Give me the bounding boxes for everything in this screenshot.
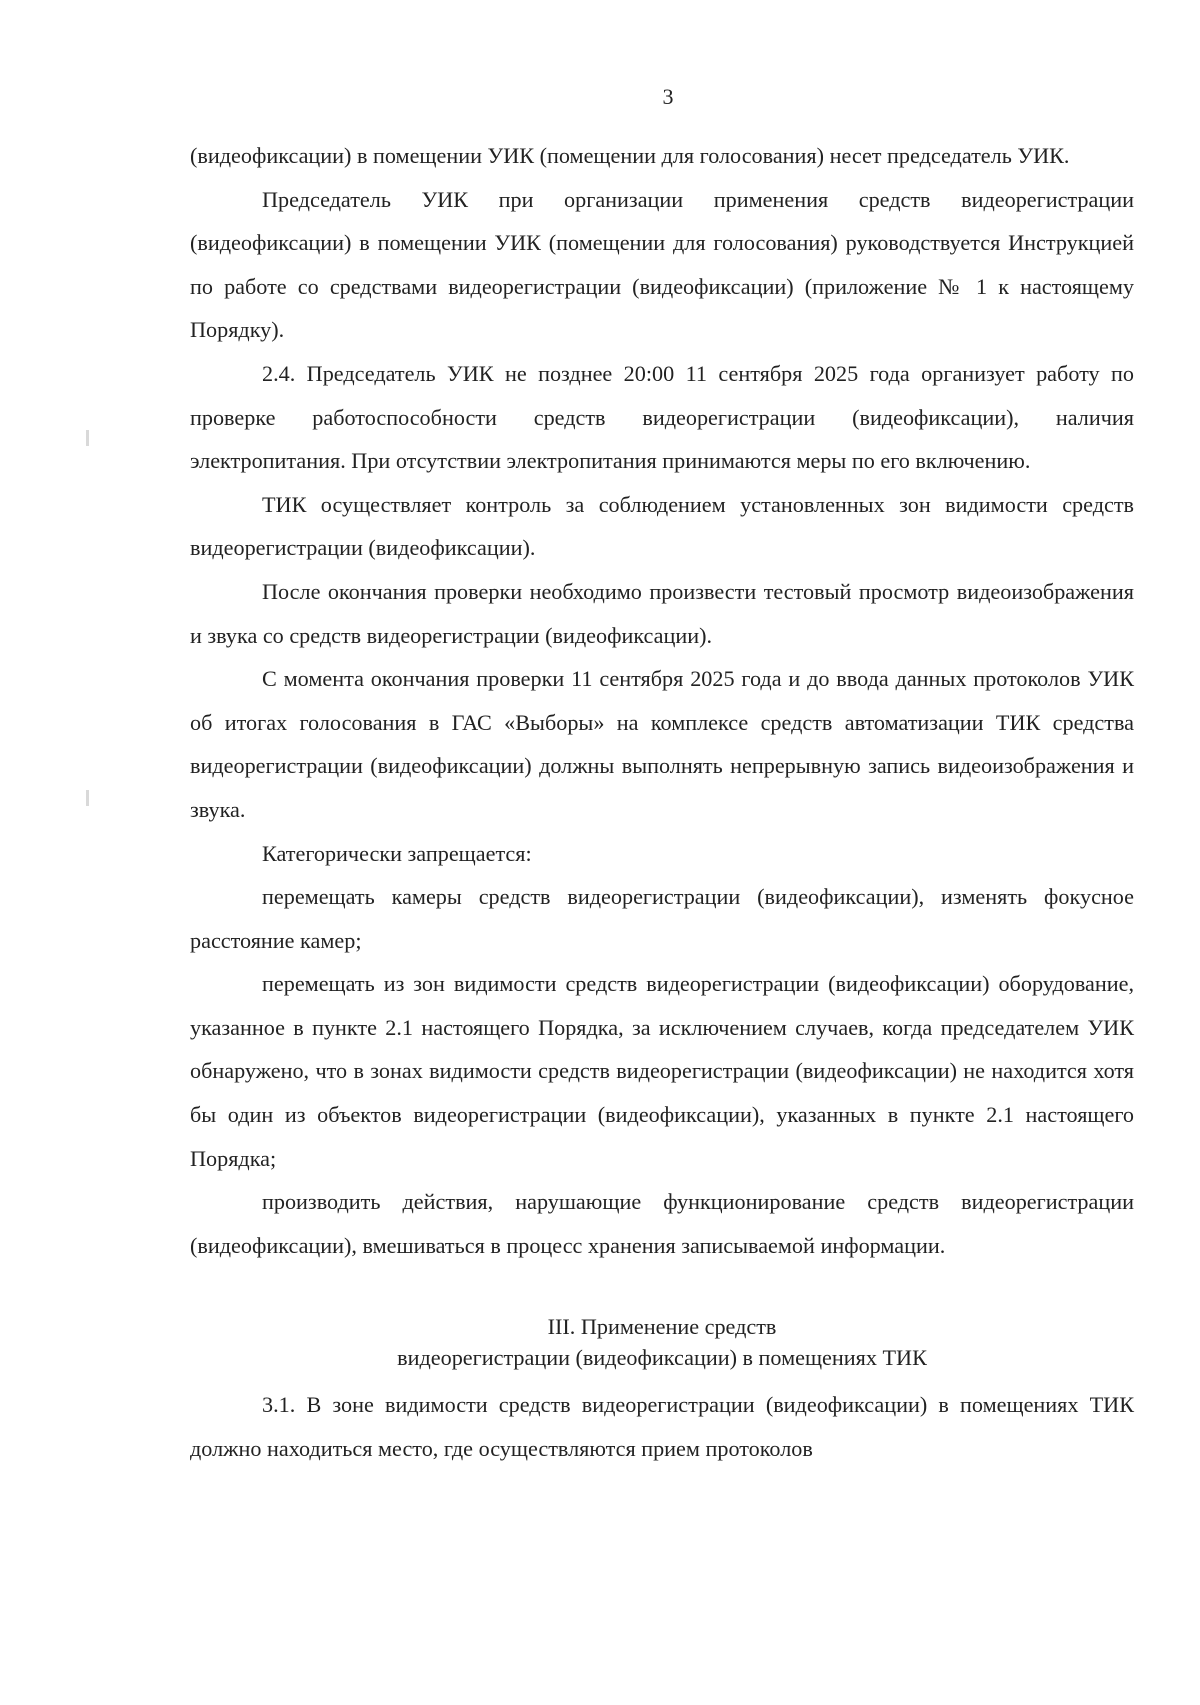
scan-margin-mark xyxy=(86,790,89,806)
paragraph: ТИК осуществляет контроль за соблюдением установленных зон видимости средств видеорегистрации (видеофиксации). xyxy=(190,491,1134,561)
paragraph: (видеофиксации) в помещении УИК (помещении для голосования) несет председатель УИК. xyxy=(190,143,1070,168)
section-heading-line2: видеорегистрации (видеофиксации) в помещениях ТИК xyxy=(397,1345,927,1371)
section-heading xyxy=(190,1311,1134,1373)
paragraph: 2.4. Председатель УИК не позднее 20:00 11 сентября 2025 года организует работу по проверке работоспособности средств видеорегистрации (видеофиксации), наличия электропитания. При отсутствии электропитания принимаются меры по его включению. xyxy=(190,360,1134,474)
paragraph: Категорически запрещается: xyxy=(262,840,532,866)
body-section-part2 xyxy=(190,1383,1134,1470)
page-number: 3 xyxy=(662,84,674,109)
paragraph: производить действия, нарушающие функционирование средств видеорегистрации (видеофиксации), вмешиваться в процесс хранения записываемой информации. xyxy=(190,1189,1134,1258)
document-body xyxy=(190,134,1134,1471)
paragraph: Председатель УИК при организации применения средств видеорегистрации (видеофиксации) в помещении УИК (помещении для голосования) руководствуется Инструкцией по работе со средствами видеорегистрации (видеофиксации) (приложение № 1 к настоящему Порядку). xyxy=(190,186,1134,343)
paragraph: перемещать из зон видимости средств видеорегистрации (видеофиксации) оборудование, указанное в пункте 2.1 настоящего Порядка, за исключением случаев, когда председателем УИК обнаружено, что в зонах видимости средств видеорегистрации (видеофиксации) не находится хотя бы один из объектов видеорегистрации (видеофиксации), указанных в пункте 2.1 настоящего Порядка; xyxy=(190,971,1134,1171)
paragraph: 3.1. В зоне видимости средств видеорегистрации (видеофиксации) в помещениях ТИК должно находиться место, где осуществляются прием протоколов xyxy=(190,1392,1134,1462)
paragraph: перемещать камеры средств видеорегистрации (видеофиксации), изменять фокусное расстояние камер; xyxy=(190,884,1134,953)
section-heading-line1: III. Применение средств xyxy=(547,1314,777,1340)
paragraph: С момента окончания проверки 11 сентября 2025 года и до ввода данных протоколов УИК об итогах голосования в ГАС «Выборы» на комплексе средств автоматизации ТИК средства видеорегистрации (видеофиксации) должны выполнять непрерывную запись видеоизображения и звука. xyxy=(190,666,1134,822)
body-section-part1 xyxy=(190,134,1134,1267)
paragraph: После окончания проверки необходимо произвести тестовый просмотр видеоизображения и звука со средств видеорегистрации (видеофиксации). xyxy=(190,578,1134,648)
scan-margin-mark xyxy=(86,430,89,446)
